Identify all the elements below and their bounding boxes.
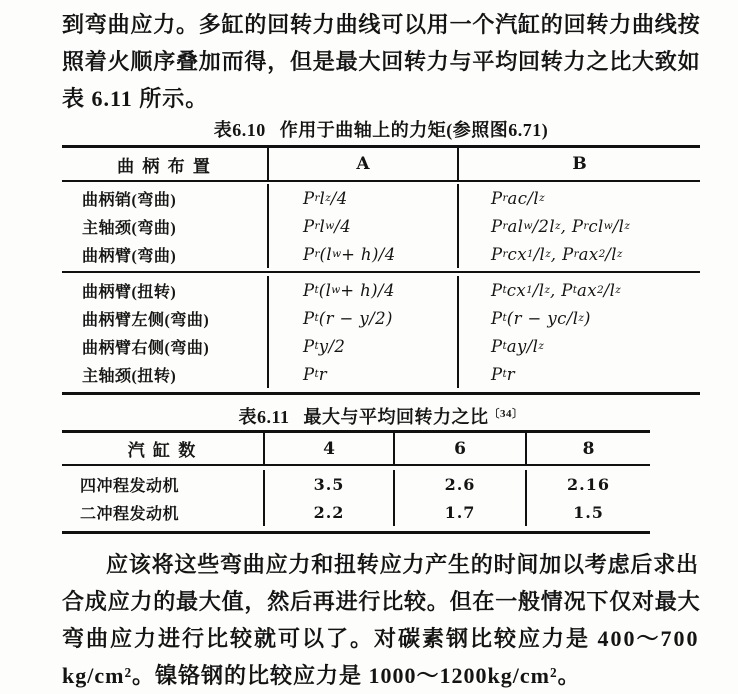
table-610-caption-title: 作用于曲轴上的力矩(参照图6.71) <box>279 120 549 140</box>
paragraph-line: 合成应力的最大值，然后再进行比较。但在一般情况下仅对最大 <box>62 589 701 614</box>
ratio-value: 1.5 <box>525 498 650 526</box>
top-paragraph <box>62 6 701 117</box>
row-label: 二冲程发动机 <box>80 505 180 523</box>
table-610-caption-number: 表6.10 <box>213 120 266 140</box>
ratio-value: 2.16 <box>525 470 650 498</box>
table-row <box>62 332 700 360</box>
table-611-caption-reference: 〔34〕 <box>488 408 524 420</box>
formula-b: P r al w /2l z , P r cl w /l z <box>457 212 700 240</box>
row-label: 曲柄臂右侧(弯曲) <box>82 339 210 357</box>
table-row <box>62 360 700 388</box>
table-611-caption-number: 表6.11 <box>238 407 290 427</box>
table-row <box>62 212 700 240</box>
table-610-header-a: A <box>267 148 457 180</box>
table-611-caption-title: 最大与平均回转力之比 <box>303 407 489 427</box>
table-row <box>62 276 700 304</box>
table-610-torsion-group <box>62 271 700 392</box>
formula-a: P t r <box>267 360 457 388</box>
paragraph-line: 应该将这些弯曲应力和扭转应力产生的时间加以考虑后求出 <box>106 552 699 577</box>
row-label: 曲柄臂(扭转) <box>82 283 177 301</box>
paragraph-line: 表 6.11 所示。 <box>62 86 209 111</box>
formula-b: P r cx 1 /l z , P r ax 2 /l z <box>457 240 700 268</box>
formula-b: P t cx 1 /l z , P t ax 2 /l z <box>457 276 700 304</box>
table-610-caption <box>62 117 700 143</box>
ratio-value: 2.2 <box>263 498 393 526</box>
paragraph-line: 到弯曲应力。多缸的回转力曲线可以用一个汽缸的回转力曲线按 <box>62 12 701 37</box>
table-row <box>62 240 700 268</box>
row-label: 曲柄销(弯曲) <box>82 191 177 209</box>
row-label: 四冲程发动机 <box>80 477 180 495</box>
formula-a: P r (l w + h)/4 <box>267 240 457 268</box>
formula-b: P r ac/l z <box>457 184 700 212</box>
formula-a: P r l w /4 <box>267 212 457 240</box>
row-label: 曲柄臂左侧(弯曲) <box>82 311 210 329</box>
formula-b: P t (r − yc/l z ) <box>457 304 700 332</box>
table-611-header-cylinders: 汽 缸 数 <box>127 441 198 460</box>
ratio-value: 1.7 <box>393 498 525 526</box>
table-611-header-4: 4 <box>263 433 393 464</box>
table-610 <box>62 145 700 395</box>
table-row <box>62 498 650 526</box>
table-610-bending-group <box>62 182 700 271</box>
table-611-body <box>62 466 650 531</box>
formula-b: P t r <box>457 360 700 388</box>
formula-a: P t (r − y/2) <box>267 304 457 332</box>
formula-b: P t ay/l z <box>457 332 700 360</box>
formula-a: P r l z /4 <box>267 184 457 212</box>
table-611-header-row <box>62 433 650 466</box>
table-611-header-8: 8 <box>525 433 650 464</box>
formula-a: P t (l w + h)/4 <box>267 276 457 304</box>
row-label: 主轴颈(弯曲) <box>82 219 177 237</box>
table-row <box>62 304 700 332</box>
bottom-paragraph <box>62 546 701 694</box>
table-row <box>62 184 700 212</box>
formula-a: P t y/2 <box>267 332 457 360</box>
table-611 <box>62 430 650 534</box>
ratio-value: 2.6 <box>393 470 525 498</box>
table-row <box>62 470 650 498</box>
paragraph-line: 弯曲应力进行比较就可以了。对碳素钢比较应力是 400～700 <box>62 626 700 651</box>
paragraph-line: kg/cm²。镍铬钢的比较应力是 1000～1200kg/cm²。 <box>62 663 581 688</box>
ratio-value: 3.5 <box>263 470 393 498</box>
table-610-header-b: B <box>457 148 700 180</box>
row-label: 主轴颈(扭转) <box>82 367 177 385</box>
row-label: 曲柄臂(弯曲) <box>82 247 177 265</box>
table-610-header-row <box>62 148 700 182</box>
table-611-header-6: 6 <box>393 433 525 464</box>
paragraph-line: 照着火顺序叠加而得，但是最大回转力与平均回转力之比大致如 <box>62 49 701 74</box>
table-610-header-arrangement: 曲 柄 布 置 <box>117 156 212 176</box>
table-611-caption <box>62 401 700 427</box>
